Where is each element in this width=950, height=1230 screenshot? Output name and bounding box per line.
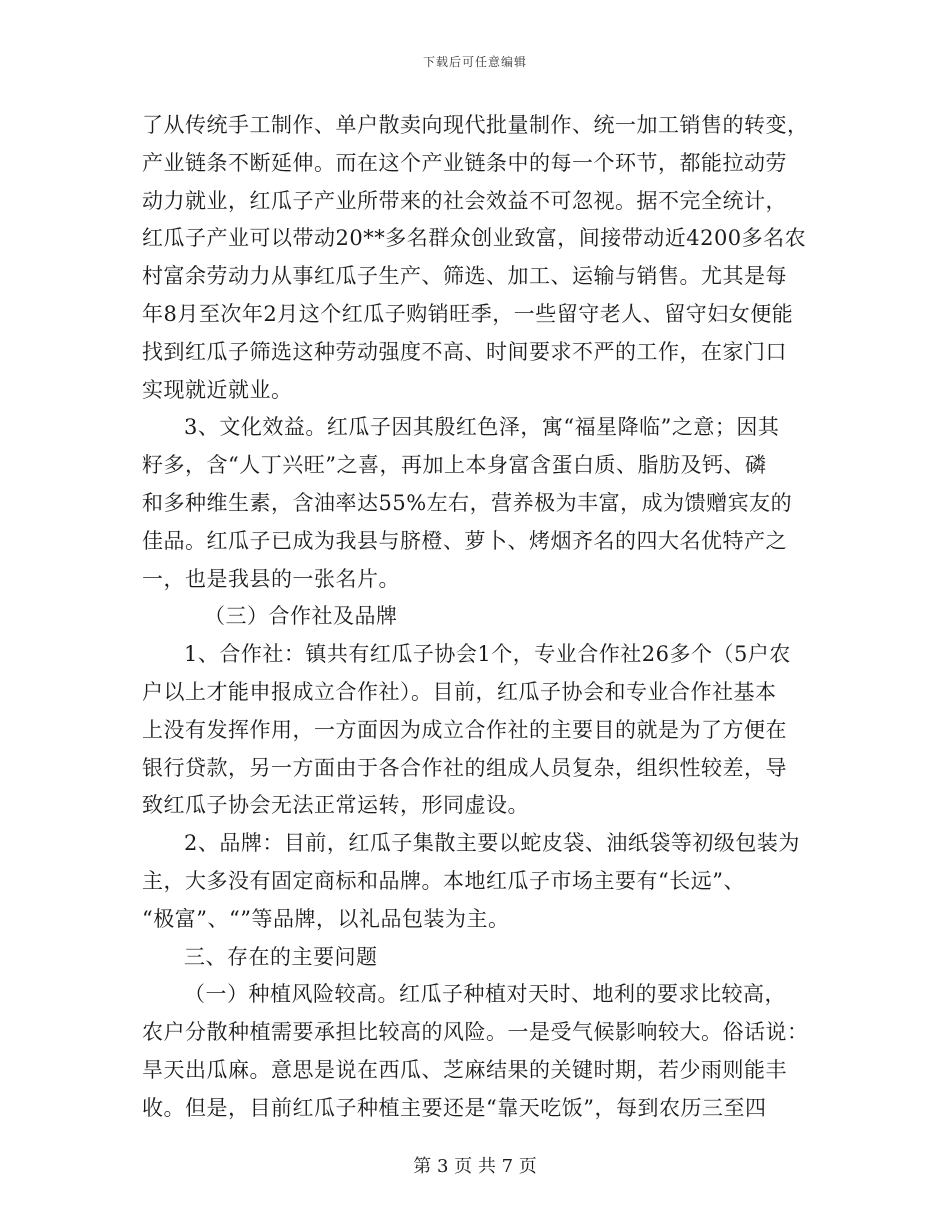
page-header: 下载后可任意编辑 [422,55,527,69]
paragraph-line: 上没有发挥作用，一方面因为成立合作社的主要目的就是为了方便在 [142,717,787,742]
paragraph-line: 籽多，含“人丁兴旺”之喜，再加上本身富含蛋白质、脂肪及钙、磷 [142,453,767,478]
paragraph-line: 3、文化效益。红瓜子因其殷红色泽，寓“福星降临”之意；因其 [184,415,780,440]
document-body [142,107,810,1128]
paragraph-line: （一）种植风险较高。红瓜子种植对天时、地利的要求比较高， [184,982,786,1007]
paragraph-line: 村富余劳动力从事红瓜子生产、筛选、加工、运输与销售。尤其是每 [142,264,787,289]
paragraph-line: 佳品。红瓜子已成为我县与脐橙、萝卜、烤烟齐名的四大名优特产之 [142,528,787,553]
paragraph-line: 年8月至次年2月这个红瓜子购销旺季，一些留守老人、留守妇女便能 [142,301,794,326]
paragraph-line: 实现就近就业。 [142,377,293,402]
paragraph-line: 找到红瓜子筛选这种劳动强度不高、时间要求不严的工作，在家门口 [142,339,787,364]
paragraph-line: 动力就业，红瓜子产业所带来的社会效益不可忽视。据不完全统计， [142,188,787,213]
paragraph-line: 旱天出瓜麻。意思是说在西瓜、芝麻结果的关键时期，若少雨则能丰 [142,1057,787,1082]
paragraph-line: 主，大多没有固定商标和品牌。本地红瓜子市场主要有“长远”、 [142,868,745,893]
paragraph-line: 银行贷款，另一方面由于各合作社的组成人员复杂，组织性较差，导 [142,755,787,780]
paragraph-line: 一，也是我县的一张名片。 [142,566,400,591]
paragraph-line: 2、品牌：目前，红瓜子集散主要以蛇皮袋、油纸袋等初级包装为 [184,831,800,856]
section-heading: （三）合作社及品牌 [204,604,398,629]
paragraph-line: 和多种维生素，含油率达55%左右，营养极为丰富，成为馈赠宾友的 [142,490,793,515]
paragraph-line: 1、合作社：镇共有红瓜子协会1个，专业合作社26多个（5户农 [184,642,791,667]
paragraph-line: 了从传统手工制作、单户散卖向现代批量制作、统一加工销售的转变， [142,113,809,137]
paragraph-line: 红瓜子产业可以带动20**多名群众创业致富，间接带动近4200多名农 [142,226,807,251]
paragraph-line: 收。但是，目前红瓜子种植主要还是“靠天吃饭”，每到农历三至四 [142,1095,767,1120]
paragraph-line: 户以上才能申报成立合作社）。目前，红瓜子协会和专业合作社基本 [142,679,777,704]
paragraph-line: 产业链条不断延伸。而在这个产业链条中的每一个环节，都能拉动劳 [142,150,787,175]
paragraph-line: 致红瓜子协会无法正常运转，形同虚设。 [142,793,529,818]
paragraph-line: “极富”、“”等品牌，以礼品包装为主。 [142,906,510,931]
section-heading: 三、存在的主要问题 [184,944,378,969]
paragraph-line: 农户分散种植需要承担比较高的风险。一是受气候影响较大。俗话说： [142,1020,809,1045]
page-number-footer: 第 3 页 共 7 页 [413,1156,537,1177]
